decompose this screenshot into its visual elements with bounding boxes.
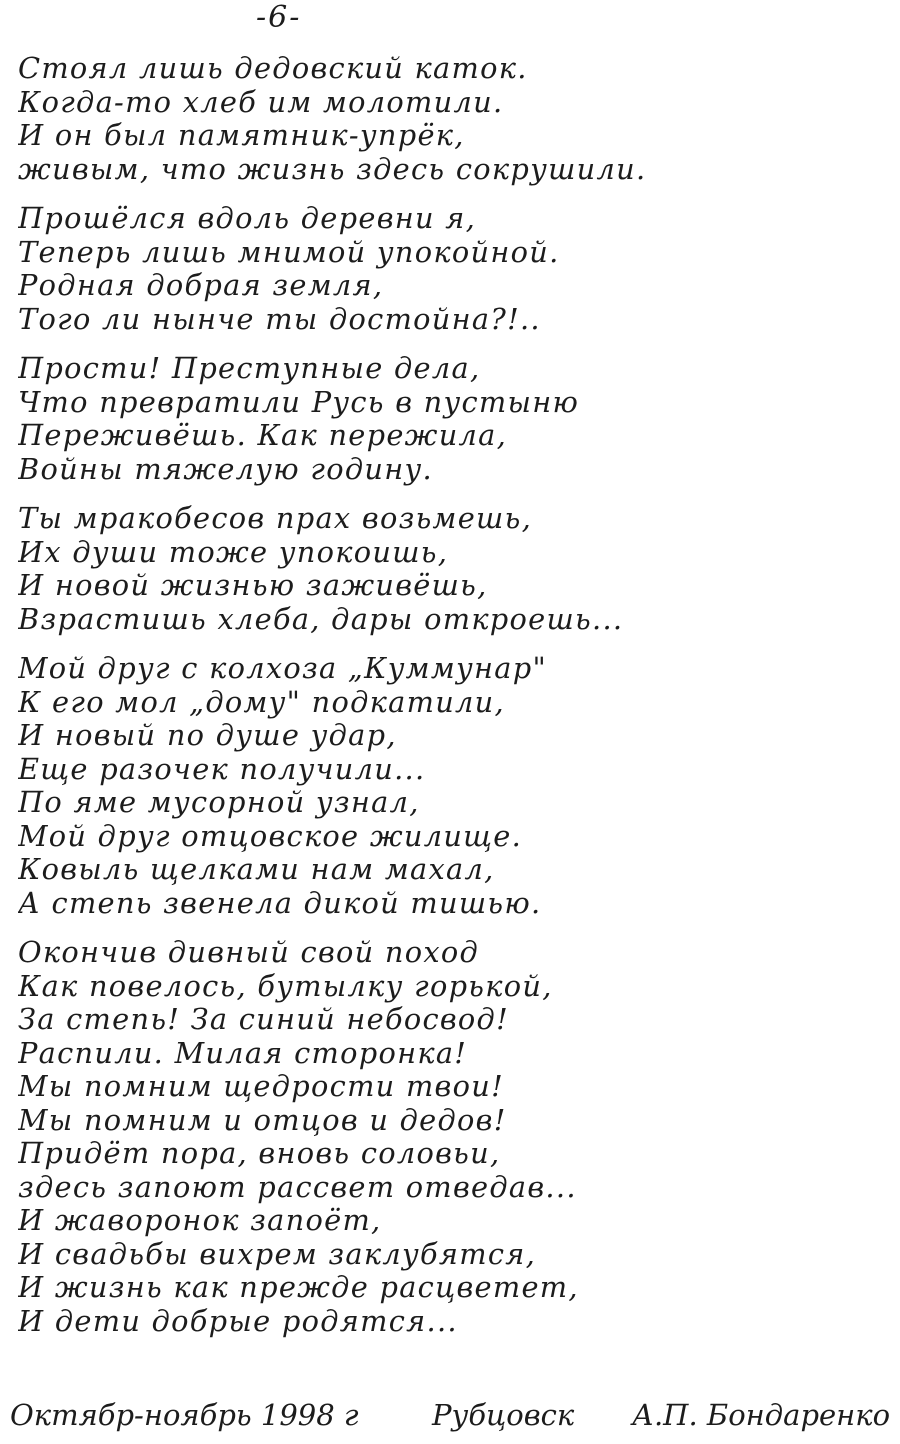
poem-line: И он был памятник-упрёк,: [18, 119, 465, 152]
poem-line: И свадьбы вихрем заклубятся,: [18, 1237, 537, 1271]
stanza: [18, 502, 884, 636]
poem-line: Мы помним и отцов и дедов!: [18, 1103, 507, 1137]
poem-line: Мой друг с колхоза „Куммунар": [18, 652, 548, 685]
poem-line: Придёт пора, вновь соловьи,: [18, 1137, 501, 1170]
signature-footer: [10, 1398, 890, 1438]
stanza: [18, 202, 884, 336]
poem-place: Рубцовск: [432, 1398, 575, 1432]
poem-line: За степь! За синий небосвод!: [18, 1003, 509, 1036]
poem-line: Мой друг отцовское жилище.: [18, 819, 523, 853]
poem: [18, 52, 884, 1338]
stanza: [18, 652, 884, 920]
poem-line: Как повелось, бутылку горькой,: [18, 969, 553, 1003]
poem-line: Того ли нынче ты достойна?!..: [18, 302, 541, 336]
poem-line: Прости! Преступные дела,: [18, 352, 481, 385]
poem-line: По яме мусорной узнал,: [18, 786, 420, 819]
poem-author: А.П. Бондаренко: [632, 1398, 891, 1432]
poem-date: Октябр-ноябрь 1998 г: [10, 1398, 359, 1432]
poem-line: И новый по душе удар,: [18, 719, 397, 752]
page-number: -6-: [256, 0, 302, 35]
poem-line: Переживёшь. Как пережила,: [18, 419, 508, 452]
poem-line: Родная добрая земля,: [18, 269, 384, 302]
poem-line: Прошёлся вдоль деревни я,: [18, 202, 477, 235]
poem-line: здесь запоют рассвет отведав...: [18, 1170, 577, 1204]
poem-line: живым, что жизнь здесь сокрушили.: [18, 152, 647, 186]
poem-line: Распили. Милая сторонка!: [18, 1036, 468, 1070]
poem-line: И дети добрые родятся...: [18, 1304, 458, 1338]
poem-line: Войны тяжелую годину.: [18, 452, 433, 486]
poem-line: И новой жизнью заживёшь,: [18, 569, 488, 602]
poem-line: Взрастишь хлеба, дары откроешь...: [18, 602, 624, 636]
poem-line: Окончив дивный свой поход: [18, 936, 480, 969]
poem-line: Теперь лишь мнимой упокойной.: [18, 235, 560, 269]
poem-line: И жизнь как прежде расцветет,: [18, 1271, 579, 1304]
stanza: [18, 352, 884, 486]
poem-line: К его мол „дому" подкатили,: [18, 685, 505, 719]
poem-line: И жаворонок запоёт,: [18, 1204, 382, 1237]
poem-line: Ковыль щелками нам махал,: [18, 853, 495, 886]
poem-line: Стоял лишь дедовский каток.: [18, 52, 528, 85]
poem-line: Мы помним щедрости твои!: [18, 1070, 504, 1103]
poem-line: Еще разочек получили...: [18, 752, 426, 786]
poem-line: А степь звенела дикой тишью.: [18, 886, 542, 920]
poem-line: Их души тоже упокоишь,: [18, 535, 449, 569]
poem-line: Когда-то хлеб им молотили.: [18, 85, 504, 119]
stanza: [18, 52, 884, 186]
poem-line: Что превратили Русь в пустыню: [18, 385, 580, 419]
stanza: [18, 936, 884, 1338]
poem-line: Ты мракобесов прах возьмешь,: [18, 502, 533, 535]
